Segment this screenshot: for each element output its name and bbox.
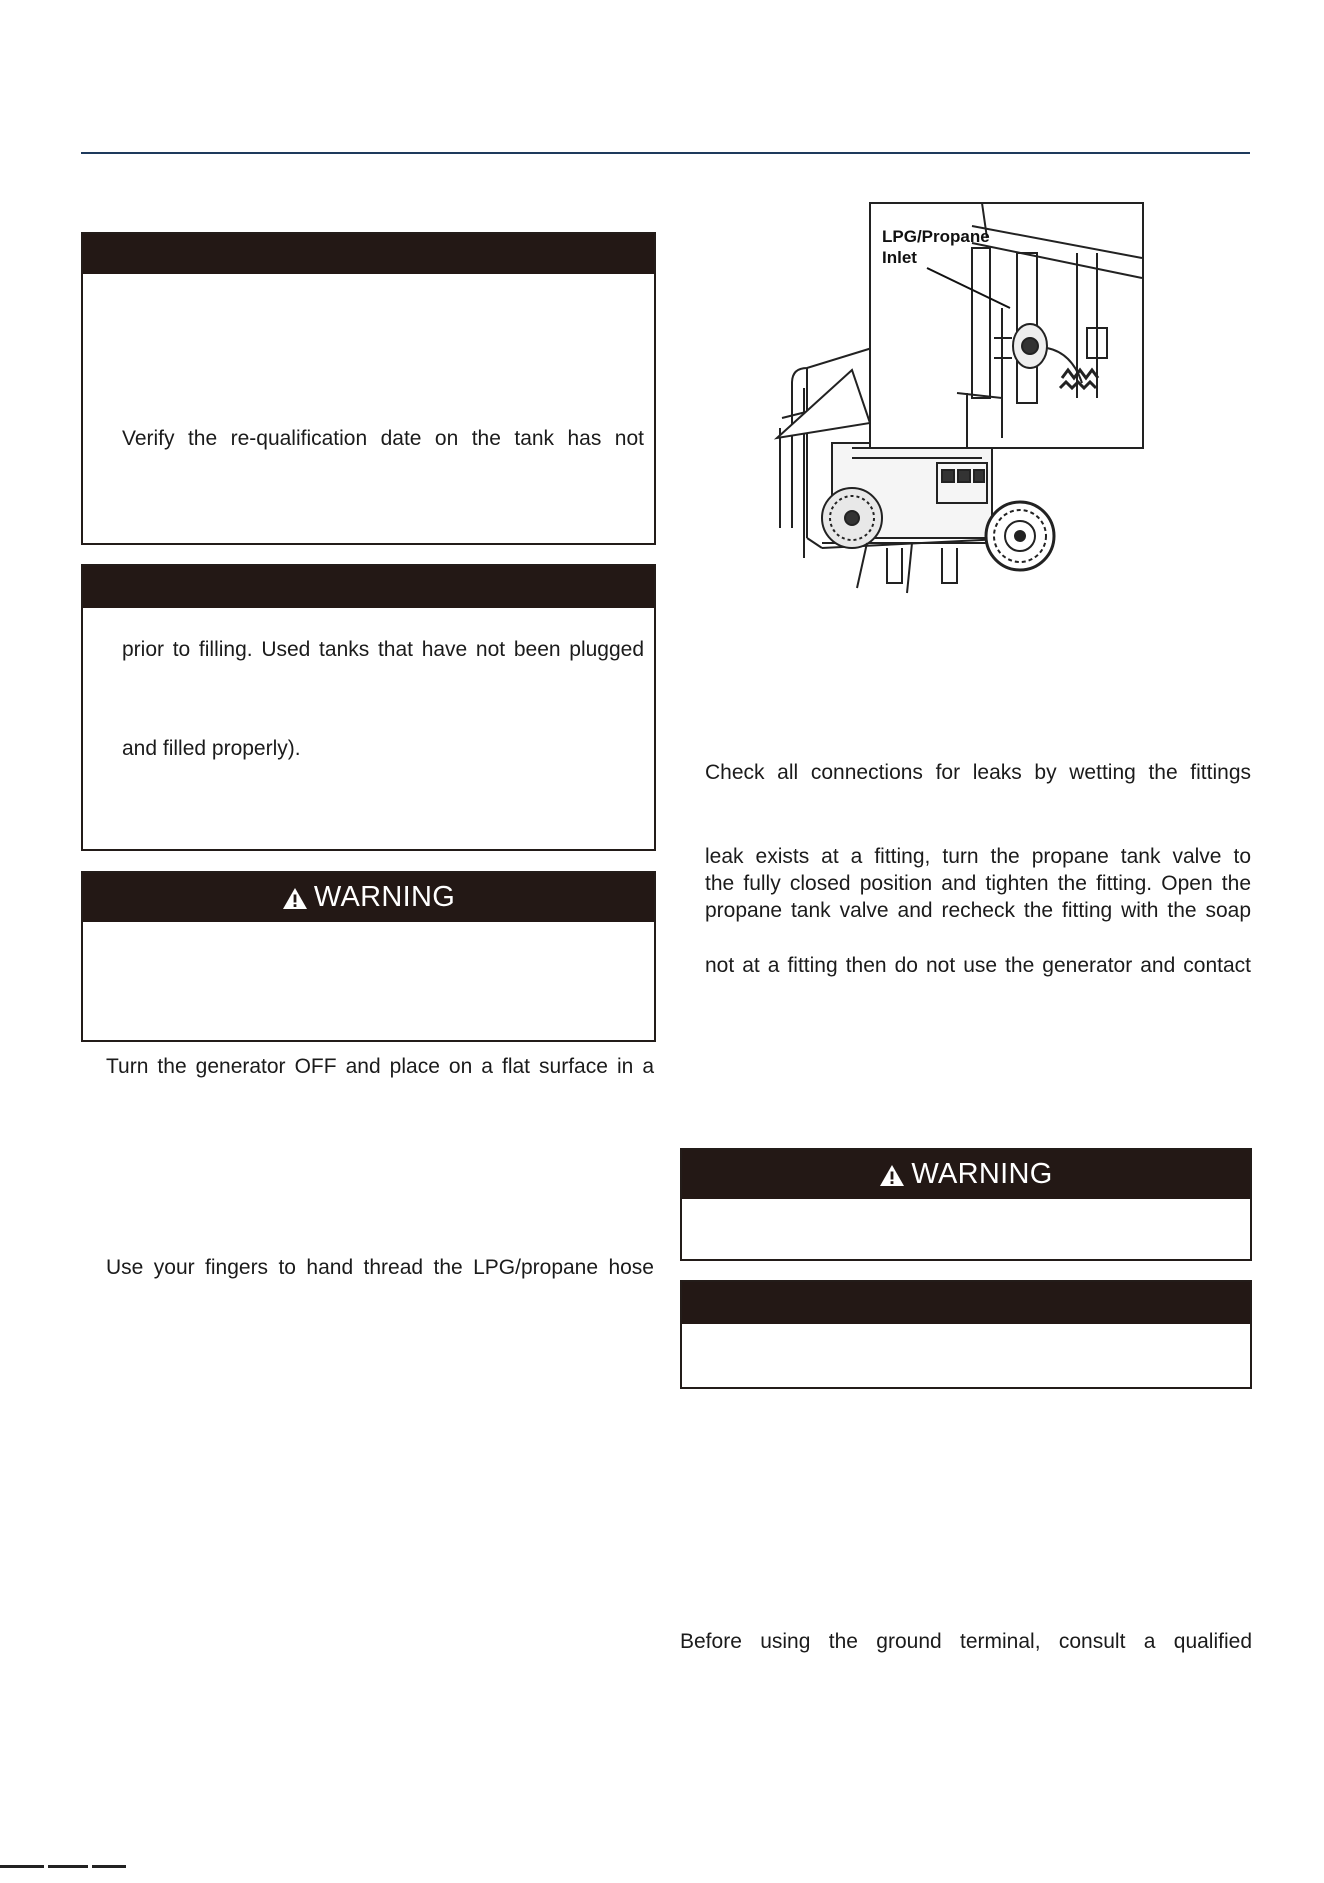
used-tanks-line-2: and filled properly). [122,737,301,760]
check-leaks-line: Check all connections for leaks by wetting the fittings [705,761,1251,784]
leak-line-1: leak exists at a fitting, turn the propane tank valve to [705,845,1251,868]
hand-thread-line: Use your fingers to hand thread the LPG/propane hose [106,1256,654,1279]
notice-box-tank-requalification [81,232,656,545]
warning-triangle-icon [879,1164,905,1187]
used-tanks-line-1: prior to filling. Used tanks that have not been plugged [122,638,644,661]
notice-box-header [83,566,654,608]
callout-label-line-1: LPG/Propane [882,227,990,246]
warning-box-left [81,871,656,1042]
header-rule [81,152,1250,154]
generator-lpg-inlet-figure [762,198,1182,618]
notice-box-header [682,1282,1250,1324]
requalification-line: Verify the re-qualification date on the tank has not [122,427,644,450]
ground-terminal-line: Before using the ground terminal, consult a qualified [680,1630,1252,1653]
page-edge-marks [0,1865,130,1869]
warning-header: WARNING [682,1150,1250,1199]
generator-illustration [762,198,1182,618]
callout-label-line-2: Inlet [882,248,917,267]
not-at-fitting-line: not at a fitting then do not use the generator and contact [705,954,1251,977]
warning-box-right [680,1148,1252,1261]
turn-off-line: Turn the generator OFF and place on a flat surface in a [106,1055,654,1078]
warning-header: WARNING [83,873,654,922]
leak-line-3: propane tank valve and recheck the fitting with the soap [705,899,1251,922]
notice-box-right [680,1280,1252,1389]
warning-triangle-icon [282,887,308,910]
leak-line-2: the fully closed position and tighten the fitting. Open the [705,872,1251,895]
notice-box-used-tanks [81,564,656,851]
notice-box-header [83,234,654,274]
